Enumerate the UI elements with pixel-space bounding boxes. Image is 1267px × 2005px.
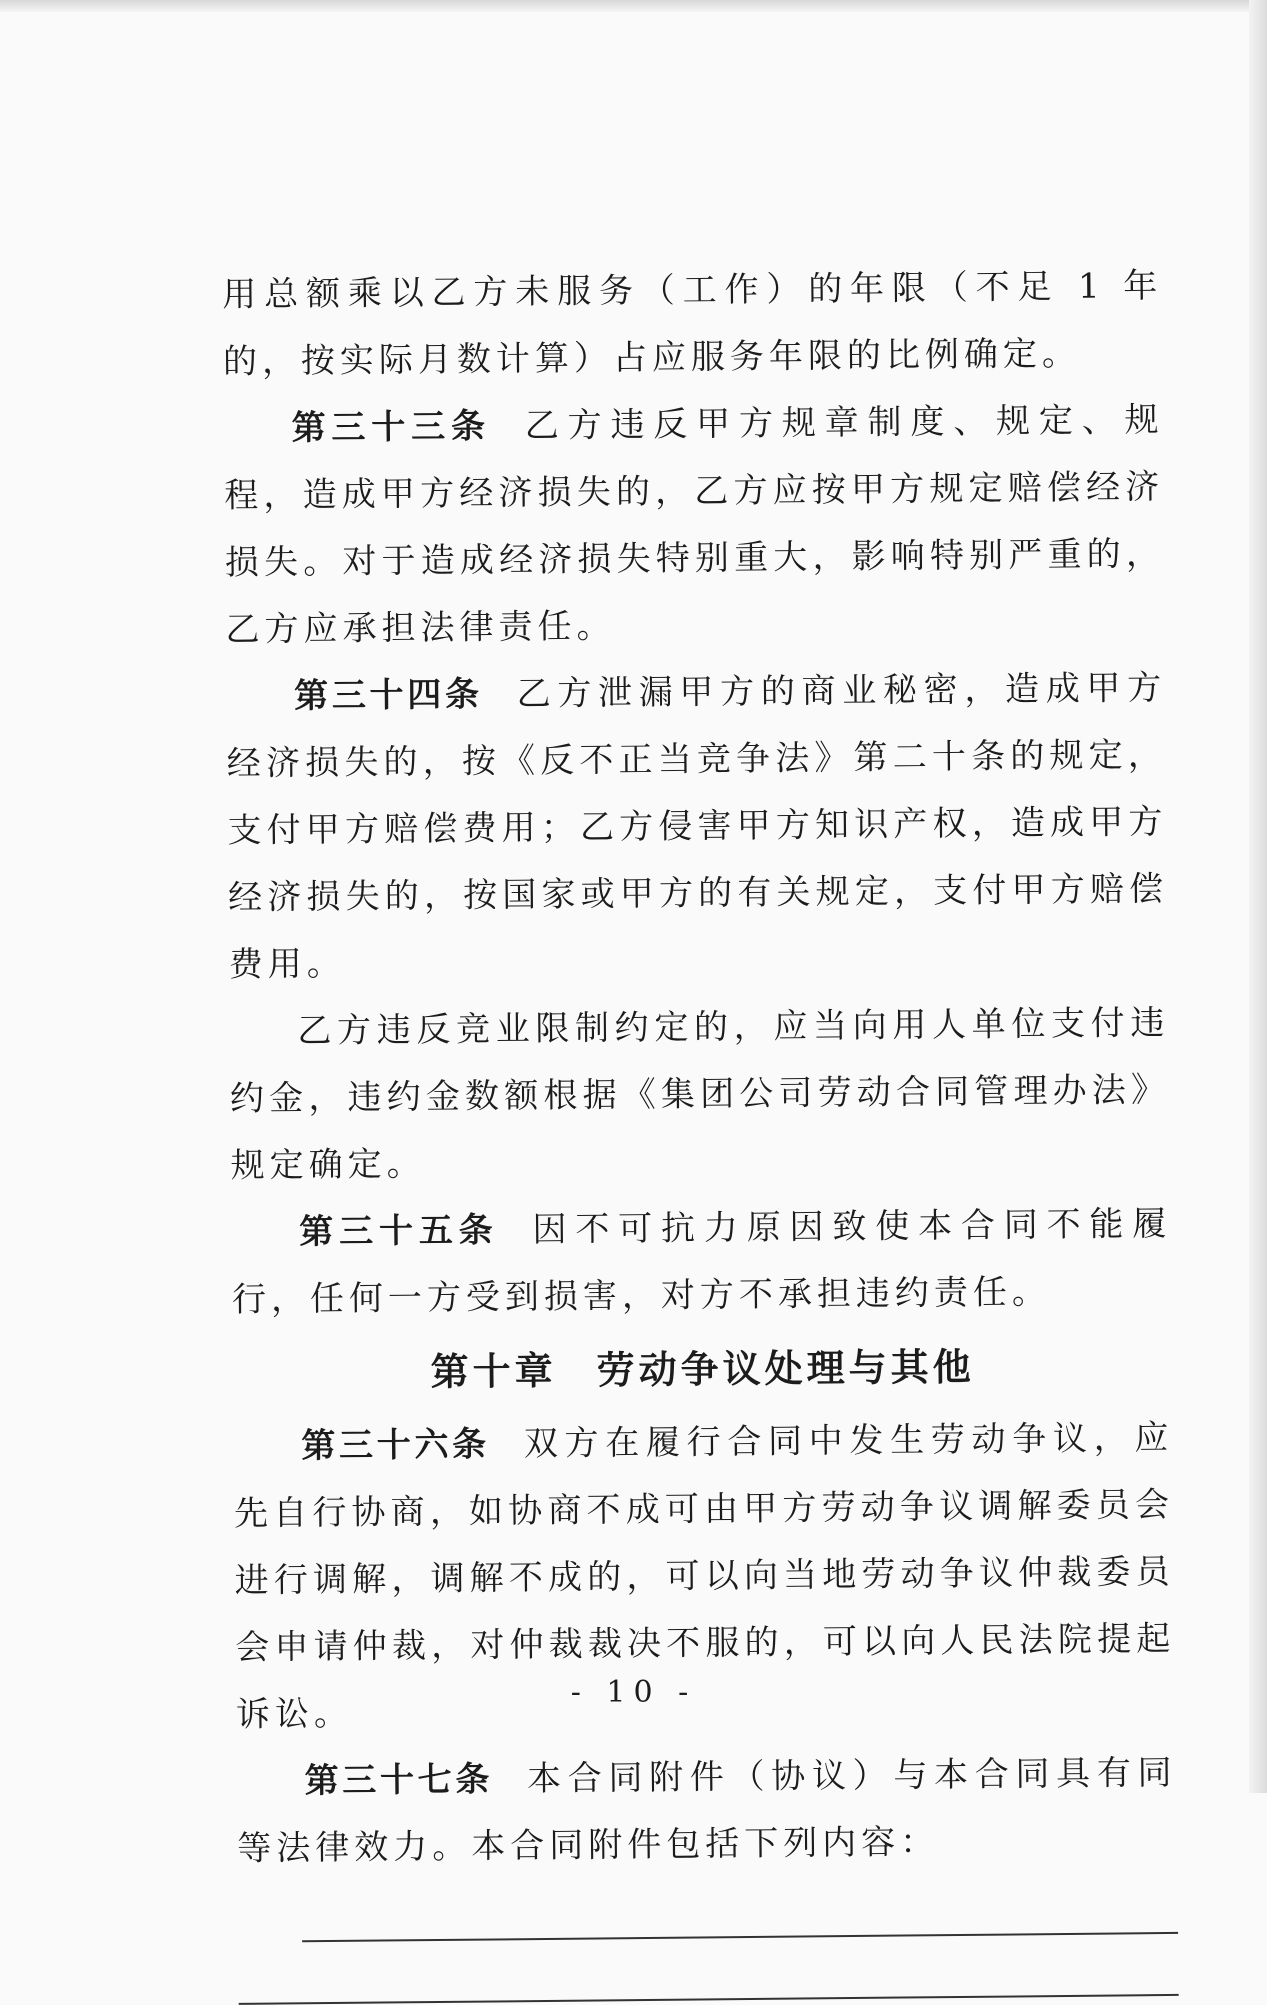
- paragraph-text: 乙方违反甲方规章制度、规定、规程，造成甲方经济损失的，乙方应按甲方规定赔偿经济损失。对于造成经济损失特别重大，影响特别严重的，乙方应承担法律责任。: [224, 399, 1166, 650]
- article-34-supplement: [229, 990, 1171, 1200]
- fill-in-line[interactable]: [302, 1892, 1178, 1942]
- article-heading: 第三十七条: [304, 1759, 494, 1802]
- article-33: [223, 387, 1166, 664]
- paragraph-text: 用总额乘以乙方未服务（工作）的年限（不足 1 年的，按实际月数计算）占应服务年限的比例确定。: [222, 265, 1163, 382]
- paragraph-text: 乙方违反竞业限制约定的，应当向用人单位支付违约金，违约金数额根据《集团公司劳动合同管理办法》规定确定。: [229, 1002, 1171, 1186]
- page-number: - 10 -: [570, 1675, 697, 1710]
- fill-in-line[interactable]: [238, 1954, 1178, 2005]
- chapter-title: 劳动争议处理与其他: [596, 1344, 975, 1393]
- article-37: [236, 1740, 1177, 1883]
- article-35: [231, 1191, 1172, 1334]
- document-body: [222, 253, 1179, 2005]
- paragraph-continuation: [222, 253, 1163, 396]
- paragraph-text: 本合同附件（协议）与本合同具有同等法律效力。本合同附件包括下列内容：: [237, 1752, 1177, 1869]
- chapter-number: 第十章: [430, 1348, 557, 1395]
- paragraph-text: 乙方泄漏甲方的商业秘密，造成甲方经济损失的，按《反不正当竞争法》第二十条的规定，支付甲方赔偿费用；乙方侵害甲方知识产权，造成甲方经济损失的，按国家或甲方的有关规定，支付甲方赔偿费用。: [226, 667, 1169, 985]
- paragraph-text: 双方在履行合同中发生劳动争议，应先自行协商，如协商不成可由甲方劳动争议调解委员会进行调解，调解不成的，可以向当地劳动争议仲裁委员会申请仲裁，对仲裁裁决不服的，可以向人民法院提起诉讼。: [233, 1417, 1176, 1735]
- chapter-heading: [232, 1325, 1173, 1414]
- article-heading: 第三十五条: [299, 1210, 499, 1253]
- article-heading: 第三十六条: [301, 1424, 491, 1467]
- article-heading: 第三十四条: [293, 674, 483, 717]
- scan-top-edge: [0, 0, 1267, 12]
- article-34: [226, 655, 1169, 999]
- scan-right-edge: [1249, 0, 1267, 1793]
- paragraph-text: 因不可抗力原因致使本合同不能履行，任何一方受到损害，对方不承担违约责任。: [231, 1203, 1172, 1320]
- article-heading: 第三十三条: [291, 406, 492, 449]
